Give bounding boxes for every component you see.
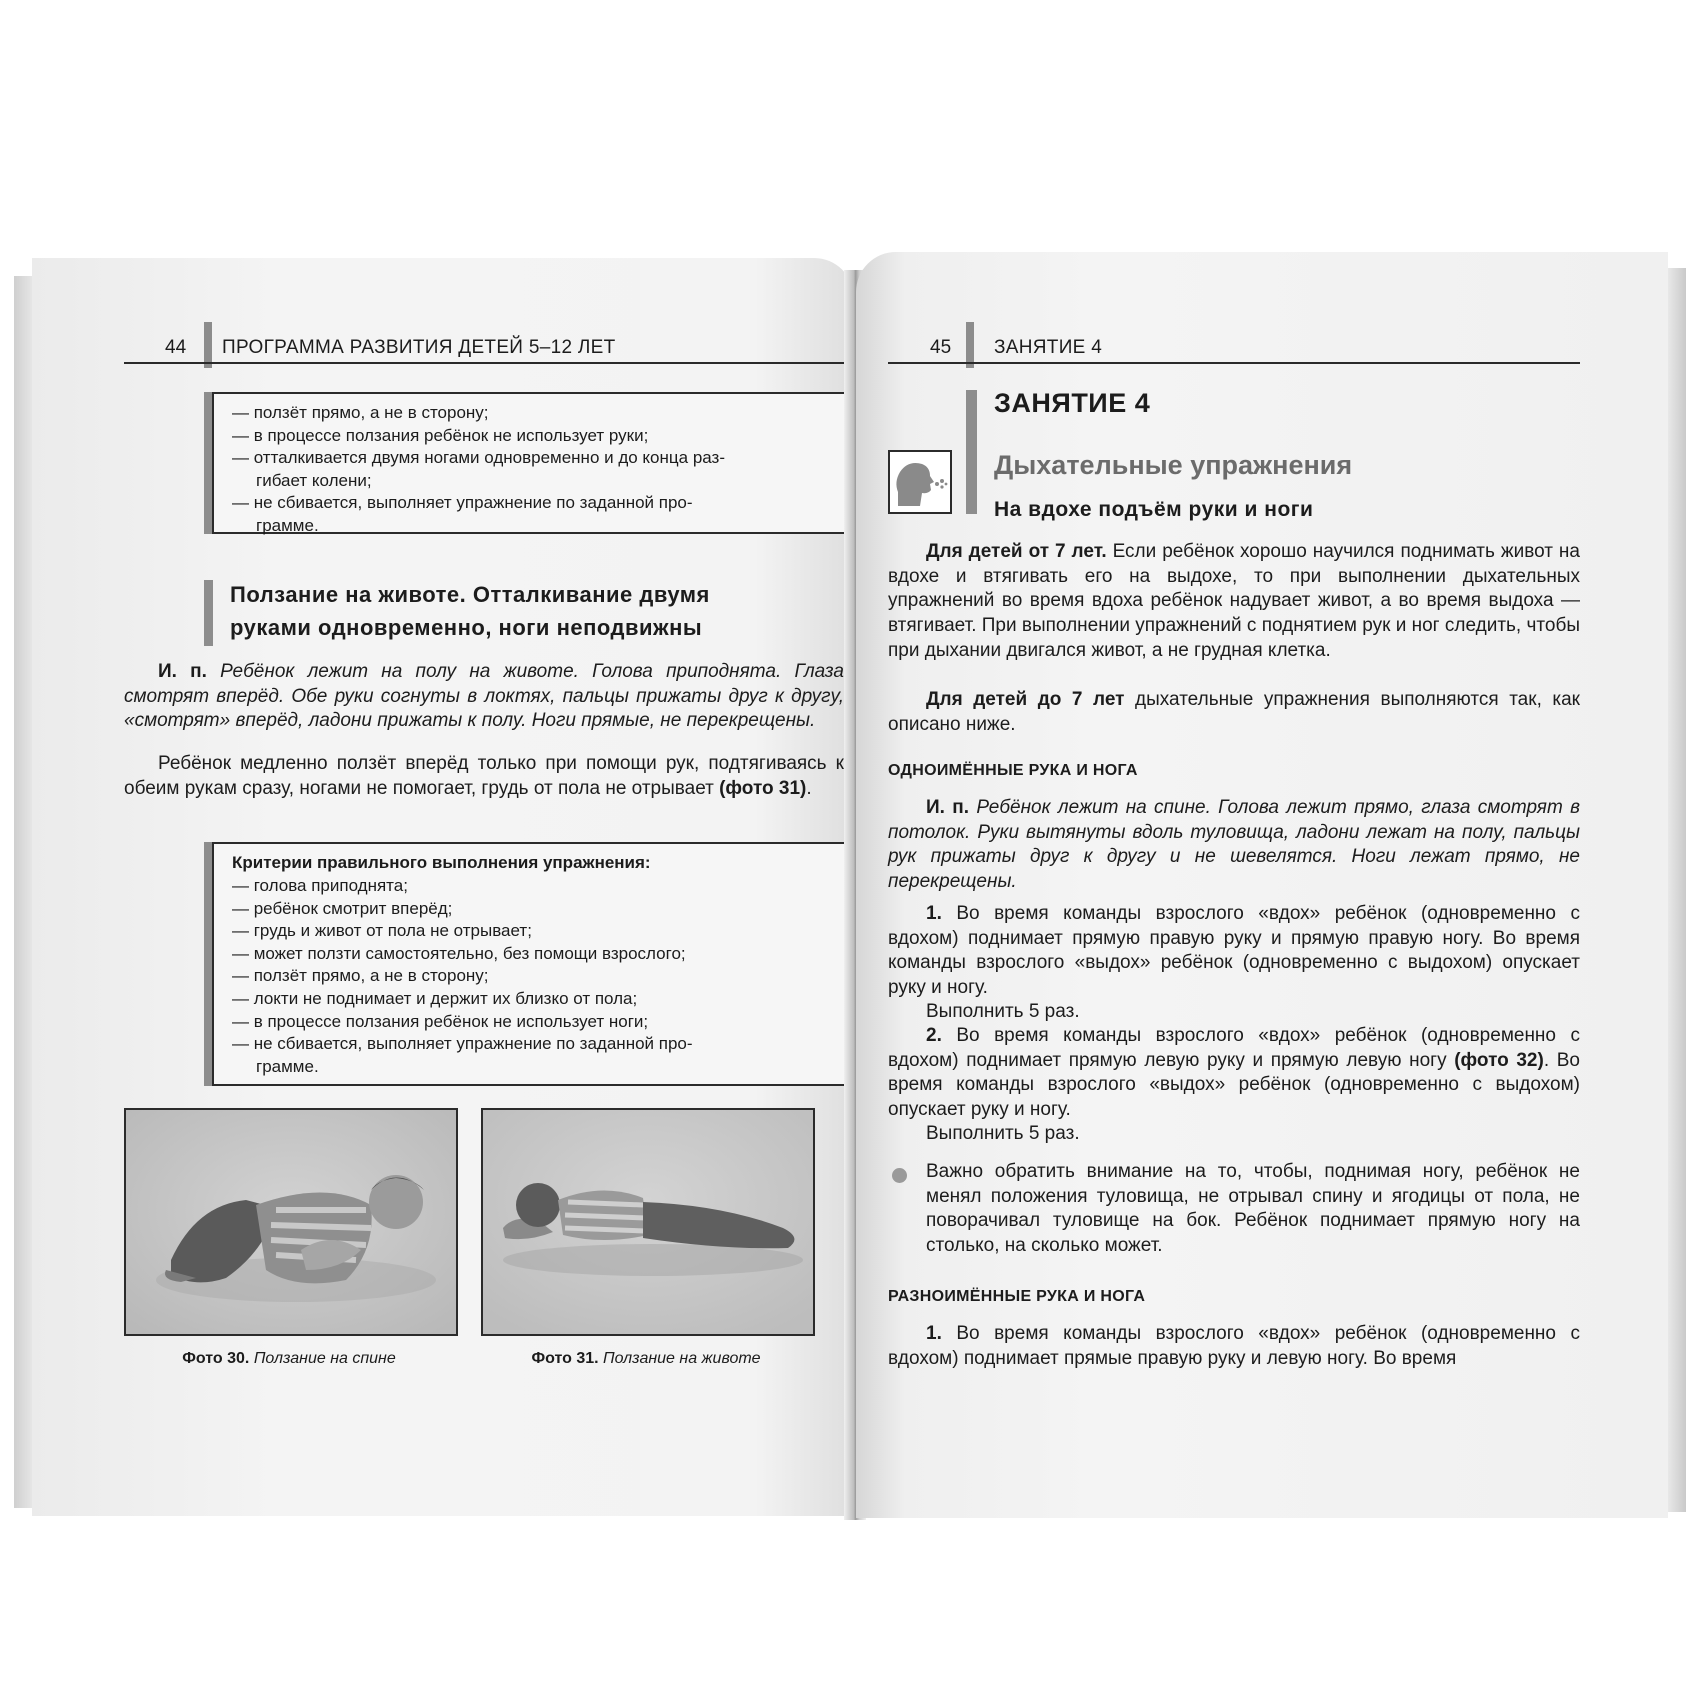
criteria-box [212, 842, 846, 1086]
photo-30 [124, 1108, 458, 1336]
section-subtitle: Дыхательные упражнения [994, 450, 1353, 480]
list-item: — в процессе ползания ребёнок не использует руки; [232, 425, 649, 445]
list-item: — не сбивается, выполняет упражнение по заданной про- [232, 1034, 693, 1054]
running-head: ПРОГРАММА РАЗВИТИЯ ДЕТЕЙ 5–12 ЛЕТ [222, 337, 616, 358]
list-item: — отталкивается двумя ногами одновременно и до конца раз- [232, 448, 725, 468]
subheading-cross-side: РАЗНОИМЁННЫЕ РУКА И НОГА [888, 1288, 1146, 1305]
page-number: 44 [165, 337, 187, 358]
list-item: — ребёнок смотрит вперёд; [232, 898, 453, 918]
criteria-title: Критерии правильного выполнения упражнения: [232, 853, 651, 872]
photo-31-caption: Фото 31. Ползание на животе [531, 1350, 761, 1367]
intro-paragraph-2: Для детей до 7 лет дыхательные упражнения выполняются так, как описано ниже. [888, 689, 1580, 735]
body-paragraph: Ребёнок медленно ползёт вперёд только при помощи рук, подтягиваясь к обеим рукам сразу, ногами не помогает, грудь от пола не отрывает (фото 31). [124, 753, 844, 799]
list-item: — не сбивается, выполняет упражнение по заданной про- [232, 493, 693, 513]
right-page-stack [1668, 268, 1686, 1512]
step-1-paragraph: 1. Во время команды взрослого «вдох» ребёнок (одновременно с вдохом) поднимает прямую правую руку и прямую правую ногу. Во время команды взрослого «выдох» ребёнок (одновременно с выдохом) опускает руку и ногу. [888, 903, 1580, 999]
list-item: грамме. [256, 515, 319, 535]
section-accent-bar [204, 580, 213, 646]
step-2-paragraph: 2. Во время команды взрослого «вдох» ребёнок (одновременно с вдохом) поднимает прямую левую руку и прямую левую ногу (фото 32). Во время команды взрослого «выдох» ребёнок (одновременно с выдохом) опускает руку и ногу. [888, 1025, 1580, 1121]
step-1-cross-paragraph: 1. Во время команды взрослого «вдох» ребёнок (одновременно с вдохом) поднимает прямые правую руку и левую ногу. Во время [888, 1323, 1580, 1369]
list-item: — голова приподнята; [232, 876, 408, 895]
page-number: 45 [930, 337, 952, 358]
list-item: — может ползти самостоятельно, без помощи взрослого; [232, 943, 686, 963]
initial-position-paragraph: И. п. Ребёнок лежит на спине. Голова лежит прямо, глаза смотрят в потолок. Руки вытянуты вдоль туловища, ладони лежат на полу, пальцы рук прижаты друг к другу и не шевелятся. Ноги лежат прямо, не перекрещены. [888, 797, 1580, 893]
left-page-stack [14, 276, 34, 1508]
header-rule [888, 362, 1580, 364]
section-title: Ползание на животе. Отталкивание двумя руками одновременно, ноги неподвижны [230, 582, 710, 640]
repeat-instruction: Выполнить 5 раз. [926, 1123, 1080, 1144]
note-bullet-icon [892, 1168, 907, 1183]
note-paragraph: Важно обратить внимание на то, чтобы, поднимая ногу, ребёнок не менял положения туловища, не отрывал спину и ягодицы от пола, не поворачивал туловище на бок. Ребёнок поднимает прямую ногу на столько, на сколько может. [926, 1161, 1580, 1257]
list-item: — в процессе ползания ребёнок не использует ноги; [232, 1011, 649, 1031]
list-item: — ползёт прямо, а не в сторону; [232, 403, 489, 422]
criteria-box-continued [212, 392, 846, 534]
photo-30-caption: Фото 30. Ползание на спине [182, 1350, 396, 1367]
list-item: грамме. [256, 1056, 319, 1076]
left-page [32, 258, 854, 1516]
list-item: — грудь и живот от пола не отрывает; [232, 921, 532, 941]
chapter-title: ЗАНЯТИЕ 4 [994, 388, 1151, 418]
child-crawling-on-stomach-image [483, 1110, 813, 1334]
list-item: гибает колени; [256, 470, 372, 490]
exercise-title: На вдохе подъём руки и ноги [994, 498, 1314, 521]
intro-paragraph-1: Для детей от 7 лет. Если ребёнок хорошо научился поднимать живот на вдохе и втягивать его на выдохе, то при выполнении дыхательных упражнений во время вдоха ребёнок надувает живот, а во время выдоха — втягивает. При выполнении упражнений с поднятием рук и ног следить, чтобы при дыхании двигался живот, а не грудная клетка. [888, 541, 1580, 661]
header-rule [124, 362, 846, 364]
photo-31 [481, 1108, 815, 1336]
subheading-same-side: ОДНОИМЁННЫЕ РУКА И НОГА [888, 762, 1138, 779]
repeat-instruction: Выполнить 5 раз. [926, 1001, 1080, 1022]
running-head: ЗАНЯТИЕ 4 [994, 337, 1103, 358]
chapter-accent-bar [966, 390, 977, 514]
right-page [856, 252, 1668, 1518]
initial-position-paragraph: И. п. Ребёнок лежит на полу на животе. Голова приподнята. Глаза смотрят вперёд. Обе руки согнуты в локтях, пальцы прижаты друг к другу, «смотрят» вперёд, ладони прижаты к полу. Ноги прямые, не перекрещены. [124, 661, 844, 732]
list-item: — ползёт прямо, а не в сторону; [232, 966, 489, 986]
child-crawling-on-back-image [126, 1110, 456, 1334]
breathing-head-icon [888, 450, 952, 514]
breathing-head-icon [890, 452, 950, 512]
list-item: — локти не поднимает и держит их близко от пола; [232, 988, 638, 1008]
